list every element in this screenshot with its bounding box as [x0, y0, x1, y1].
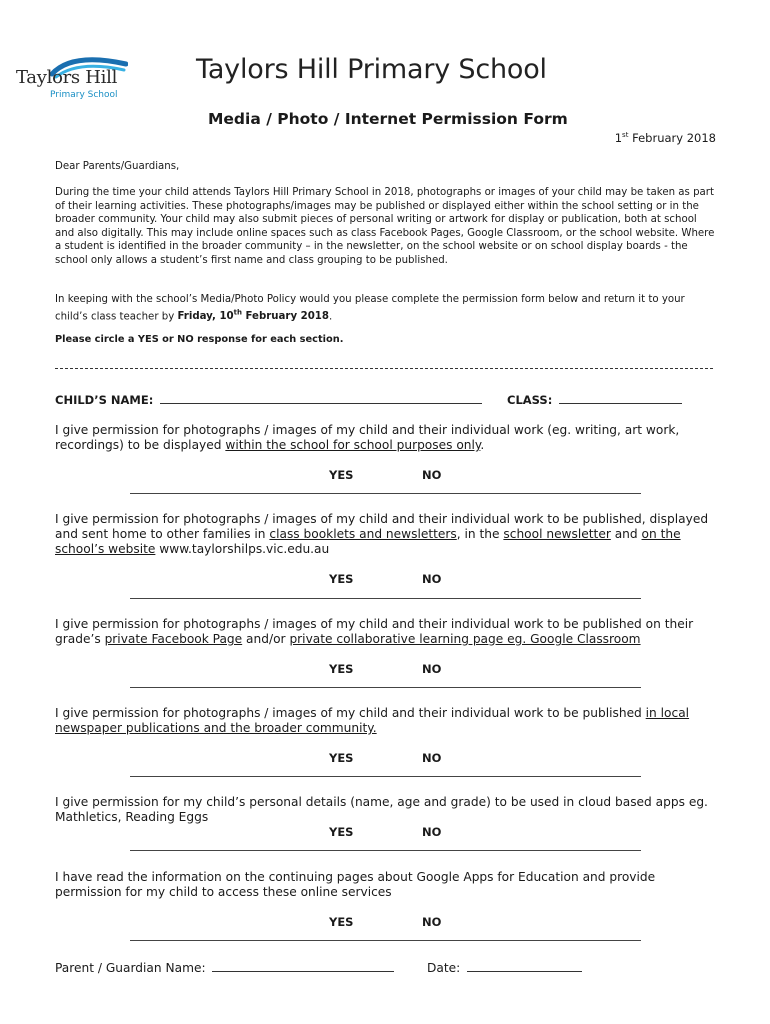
perm2-underlined-3: on the school’s website [55, 527, 681, 556]
permission-6-text: I have read the information on the continuing pages about Google Apps for Education and provide permission for my child to access these online services [55, 870, 656, 899]
permission-2-text [55, 512, 720, 557]
permission-4-text [55, 706, 720, 736]
date-label: Date: [427, 961, 461, 975]
permission-3-no-option[interactable]: NO [422, 662, 442, 676]
permission-2-signature-line[interactable] [130, 598, 641, 599]
perm1-part0: I give permission for photographs / images of my child and their individual work (eg. writing, art work, recordings) to be displayed [55, 423, 680, 452]
cut-line-divider [55, 368, 713, 369]
child-name-field[interactable] [160, 392, 482, 404]
guardian-name-field[interactable] [212, 960, 394, 972]
school-title: Taylors Hill Primary School [196, 54, 547, 85]
form-date-day: 1 [614, 131, 623, 145]
class-row [507, 392, 682, 407]
guardian-name-label: Parent / Guardian Name: [55, 961, 206, 975]
logo-subtitle: Primary School [50, 90, 118, 100]
permission-6-signature-line[interactable] [130, 940, 641, 941]
letter-greeting: Dear Parents/Guardians, [55, 161, 180, 172]
permission-2-yes-option[interactable]: YES [329, 572, 354, 586]
permission-1-text [55, 423, 720, 453]
permission-3-signature-line[interactable] [130, 687, 641, 688]
perm3-part0: I give permission for photographs / images of my child and their individual work to be published on their grade’s [55, 617, 694, 646]
perm1-part2: . [480, 438, 485, 452]
permission-4-no-option[interactable]: NO [422, 751, 442, 765]
perm1-underlined: within the school for school purposes only [225, 438, 481, 452]
perm2-website: www.taylorshilps.vic.edu.au [155, 542, 330, 556]
deadline-a: Friday, 10 [177, 310, 234, 322]
deadline-b: February 2018 [241, 310, 329, 322]
permission-5-text: I give permission for my child’s personal details (name, age and grade) to be used in cloud based apps eg. Mathletics, Reading Eggs [55, 795, 708, 824]
perm2-underlined-2: school newsletter [503, 527, 611, 541]
form-title: Media / Photo / Internet Permission Form [208, 110, 568, 128]
form-date [615, 131, 716, 145]
perm3-underlined-2: private collaborative learning page eg. Google Classroom [289, 632, 641, 646]
guardian-name-row [55, 960, 394, 975]
perm2-underlined-1: class booklets and newsletters [269, 527, 457, 541]
perm2-part0: I give permission for photographs / images of my child and their individual work to be published, displayed and sent home to other families in [55, 512, 709, 541]
perm3-underlined-1: private Facebook Page [104, 632, 243, 646]
permission-3-text [55, 617, 720, 647]
form-date-suffix: st [622, 131, 629, 140]
logo-name: Taylors Hill [16, 67, 118, 88]
perm3-part2: and/or [242, 632, 290, 646]
perm4-part0: I give permission for photographs / images of my child and their individual work to be published [55, 706, 646, 720]
permission-5-signature-line[interactable] [130, 850, 641, 851]
class-label: CLASS: [507, 393, 553, 407]
perm4-underlined: in local newspaper publications and the broader community. [55, 706, 690, 735]
date-row [427, 960, 582, 975]
letter-intro: During the time your child attends Taylors Hill Primary School in 2018, photographs or images of your child may be taken as part of their learning activities. These photographs/images may be published or displayed either within the school setting or in the broader community. Your child may also submit pieces of personal writing or artwork for display or publication, both at school and also digitally. This may include online spaces such as class Facebook Pages, Google Classroom, or the school website. Where a student is identified in the broader community – in the newsletter, on the school website or on school display boards - the school only allows a student’s first name and class grouping to be published. [55, 187, 715, 266]
perm2-part2: , in the [456, 527, 504, 541]
permission-6-no-option[interactable]: NO [422, 915, 442, 929]
school-logo [12, 50, 128, 102]
permission-5-no-option[interactable]: NO [422, 825, 442, 839]
permission-4-yes-option[interactable]: YES [329, 751, 354, 765]
permission-2-no-option[interactable]: NO [422, 572, 442, 586]
permission-3-yes-option[interactable]: YES [329, 662, 354, 676]
letter-instructions [55, 293, 717, 323]
permission-1-no-option[interactable]: NO [422, 468, 442, 482]
circle-note: Please circle a YES or NO response for each section. [55, 334, 344, 345]
class-field[interactable] [559, 392, 682, 404]
perm2-part4: and [610, 527, 642, 541]
instructions-end: . [328, 310, 333, 322]
permission-1-signature-line[interactable] [130, 493, 641, 494]
child-name-label: CHILD’S NAME: [55, 393, 154, 407]
permission-6-yes-option[interactable]: YES [329, 915, 354, 929]
permission-1-yes-option[interactable]: YES [329, 468, 354, 482]
form-date-rest: February 2018 [628, 131, 716, 145]
instructions-text: In keeping with the school’s Media/Photo Policy would you please complete the permission form below and return it to your child’s class teacher by [55, 294, 685, 322]
permission-5-yes-option[interactable]: YES [329, 825, 354, 839]
child-name-row [55, 392, 482, 407]
date-field[interactable] [467, 960, 582, 972]
deadline-sup: th [233, 308, 242, 317]
permission-4-signature-line[interactable] [130, 776, 641, 777]
